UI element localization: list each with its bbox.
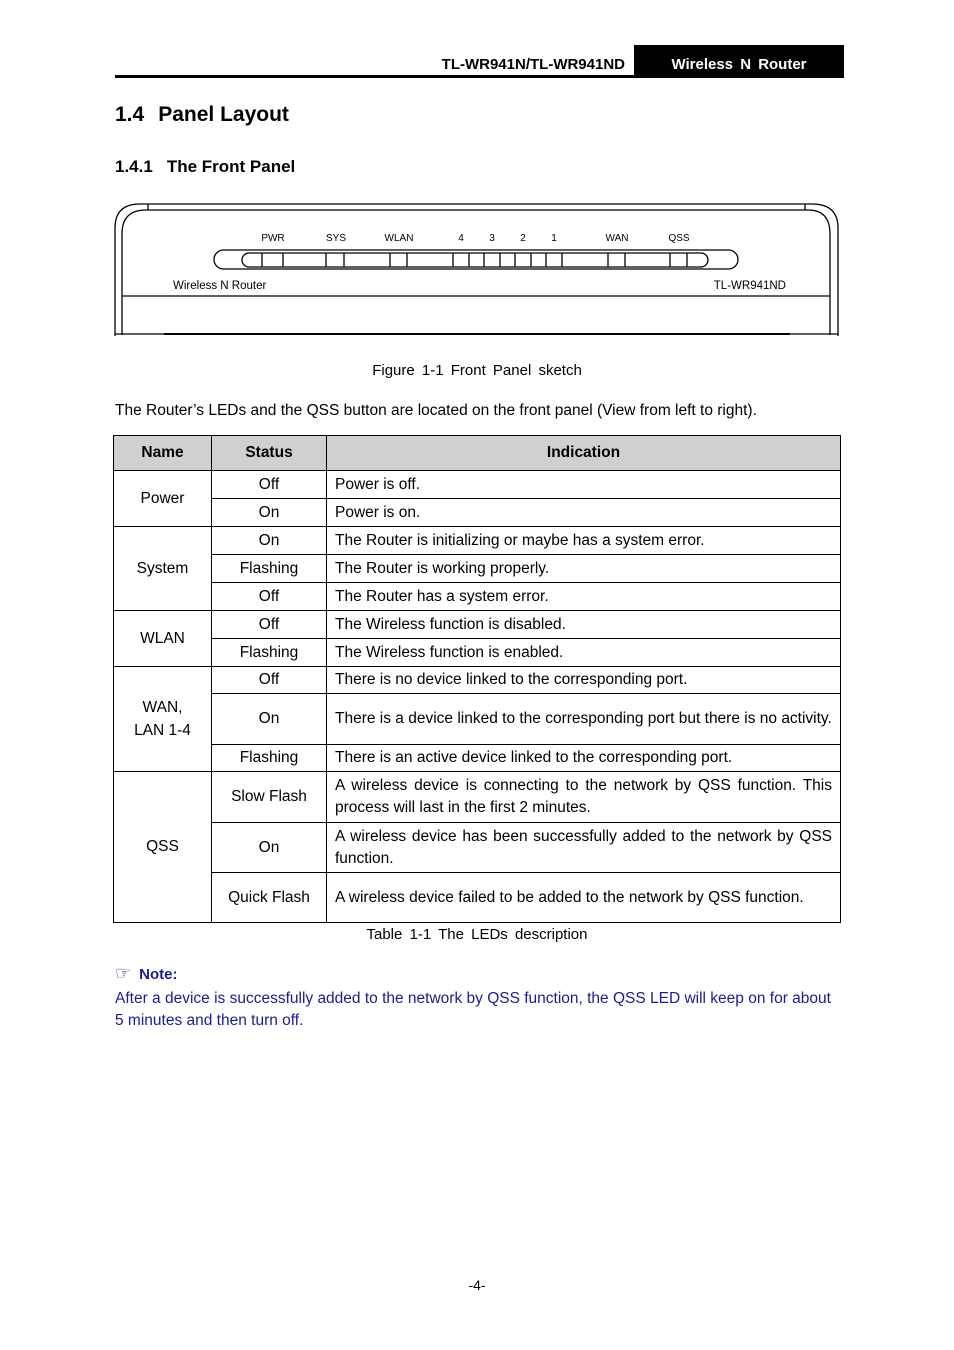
led-name-cell: WLAN (114, 611, 212, 667)
header-product-badge: Wireless N Router (634, 45, 844, 78)
led-label-sys: SYS (325, 233, 347, 244)
table-row (114, 555, 841, 583)
led-name-cell: System (114, 527, 212, 611)
led-name-cell: Power (114, 471, 212, 527)
indication-cell: Power is off. (327, 471, 841, 499)
indication-cell: There is an active device linked to the corresponding port. (327, 745, 841, 772)
status-cell: Flashing (212, 555, 327, 583)
indication-cell: The Router is working properly. (327, 555, 841, 583)
subsection-number: 1.4.1 (115, 157, 153, 176)
pointing-hand-icon: ☞ (115, 963, 132, 983)
status-cell: On (212, 499, 327, 527)
indication-cell: The Wireless function is enabled. (327, 639, 841, 667)
indication-cell: The Wireless function is disabled. (327, 611, 841, 639)
status-cell: Off (212, 611, 327, 639)
note-heading (115, 963, 177, 984)
led-label-lan1: 1 (551, 233, 557, 244)
status-cell: On (212, 823, 327, 873)
table-caption: Table 1-1 The LEDs description (366, 926, 588, 943)
led-label-qss: QSS (668, 233, 690, 244)
status-cell: Flashing (212, 639, 327, 667)
indication-cell: A wireless device failed to be added to the network by QSS function. (327, 873, 841, 923)
table-row (114, 823, 841, 873)
section-title: Panel Layout (158, 103, 289, 126)
indication-cell: There is a device linked to the corresponding port but there is no activity. (327, 694, 841, 745)
table-row (114, 694, 841, 745)
led-label-wlan: WLAN (384, 233, 414, 244)
led-label-lan3: 3 (489, 233, 495, 244)
status-cell: Off (212, 583, 327, 611)
table-header-row (114, 436, 841, 471)
column-header-indication: Indication (327, 436, 841, 471)
led-name-line: WAN, (142, 699, 183, 716)
status-cell: Off (212, 471, 327, 499)
table-row (114, 873, 841, 923)
table-row (114, 583, 841, 611)
note-text: After a device is successfully added to the network by QSS function, the QSS LED will keep on for about 5 minutes and then turn off. (115, 990, 831, 1029)
indication-cell: Power is on. (327, 499, 841, 527)
table-row (114, 772, 841, 823)
header-rule (115, 75, 844, 78)
column-header-status: Status (212, 436, 327, 471)
table-row (114, 667, 841, 694)
intro-paragraph: The Router’s LEDs and the QSS button are located on the front panel (View from left to right). (115, 402, 757, 419)
column-header-name: Name (114, 436, 212, 471)
figure-caption: Figure 1-1 Front Panel sketch (372, 362, 582, 379)
status-cell: On (212, 694, 327, 745)
table-row (114, 745, 841, 772)
led-name-line: LAN 1-4 (134, 722, 191, 739)
led-description-table (113, 435, 841, 923)
header-model: TL-WR941N/TL-WR941ND (441, 56, 625, 73)
section-number: 1.4 (115, 103, 145, 126)
indication-cell: A wireless device is connecting to the network by QSS function. This process will last in the first 2 minutes. (327, 772, 841, 823)
model-label: TL-WR941ND (713, 280, 786, 292)
table-row (114, 527, 841, 555)
led-name-cell (114, 667, 212, 772)
page-number: -4- (468, 1277, 486, 1293)
indication-cell: There is no device linked to the corresponding port. (327, 667, 841, 694)
indication-cell: The Router has a system error. (327, 583, 841, 611)
led-name-cell: QSS (114, 772, 212, 923)
table-row (114, 471, 841, 499)
subsection-title: The Front Panel (166, 157, 296, 176)
status-cell: Off (212, 667, 327, 694)
table-row (114, 639, 841, 667)
led-label-wan: WAN (605, 233, 629, 244)
led-label-lan2: 2 (520, 233, 526, 244)
status-cell: Slow Flash (212, 772, 327, 823)
table-row (114, 499, 841, 527)
status-cell: Quick Flash (212, 873, 327, 923)
status-cell: On (212, 527, 327, 555)
led-label-pwr: PWR (261, 233, 285, 244)
page-header (115, 45, 844, 78)
note-title: Note: (139, 966, 178, 983)
section-heading (115, 103, 289, 127)
indication-cell: The Router is initializing or maybe has a system error. (327, 527, 841, 555)
device-name-label: Wireless N Router (173, 280, 267, 292)
indication-cell: A wireless device has been successfully added to the network by QSS function. (327, 823, 841, 873)
table-row (114, 611, 841, 639)
led-label-lan4: 4 (458, 233, 464, 244)
front-panel-sketch (110, 198, 844, 340)
status-cell: Flashing (212, 745, 327, 772)
subsection-heading (115, 157, 295, 177)
